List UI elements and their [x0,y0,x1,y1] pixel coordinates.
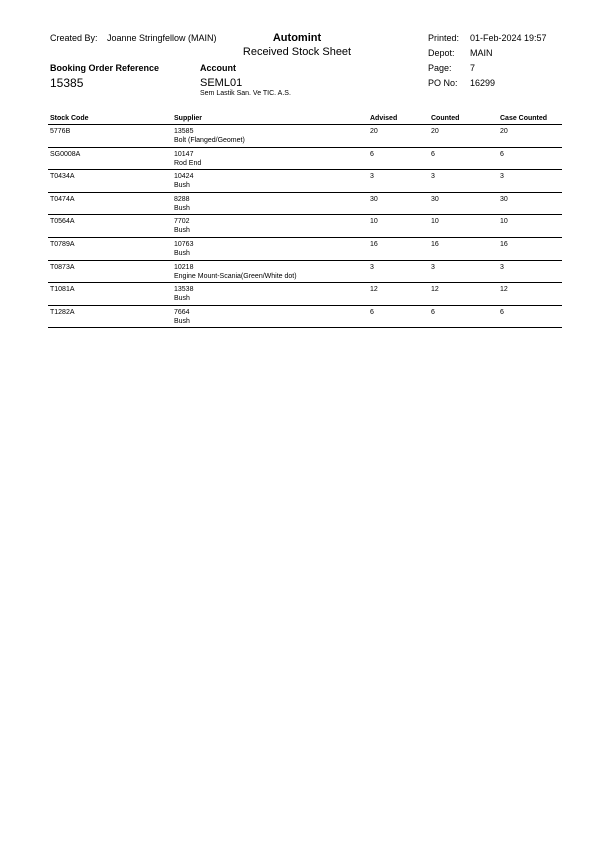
row-rule [48,327,562,328]
cell-stock-code: T0873A [50,263,75,271]
col-header-case-counted: Case Counted [500,115,548,122]
printed-value: 01-Feb-2024 19:57 [470,33,547,43]
cell-stock-code: SG0008A [50,150,81,158]
cell-supplier-code: 10424 [174,173,194,181]
booking-order-label: Booking Order Reference [50,63,160,73]
cell-stock-code: T0789A [50,241,75,248]
created-by-value: Joanne Stringfellow (MAIN) [107,33,217,43]
col-header-counted: Counted [431,115,460,122]
cell-description: Bush [174,204,190,212]
cell-supplier-code: 8288 [174,195,190,203]
table-row [0,240,595,262]
table-header-rule [48,124,562,125]
cell-stock-code: T0474A [50,195,75,203]
cell-description: Engine Mount-Scania(Green/White dot) [174,272,297,280]
po-label: PO No: [428,78,458,88]
po-number: 16299 [470,78,496,88]
account-code: SEML01 [200,77,243,89]
cell-counted: 10 [431,218,439,226]
cell-stock-code: T0434A [50,173,75,181]
cell-advised: 6 [370,308,374,316]
cell-case-counted: 6 [500,308,504,316]
booking-order-value: 15385 [50,76,84,90]
cell-supplier [174,127,245,145]
cell-description: Bush [174,250,190,257]
cell-case-counted: 30 [500,195,508,203]
col-header-stock-code: Stock Code [50,115,89,122]
cell-supplier [174,195,190,213]
cell-supplier-code: 13585 [174,128,194,135]
row-rule [48,214,562,215]
printed-label: Printed: [428,33,460,43]
cell-supplier [174,263,297,281]
table-row [0,285,595,307]
cell-supplier-code: 7702 [174,218,190,226]
cell-supplier [174,217,190,235]
cell-supplier [174,172,193,190]
table-row [0,150,595,172]
cell-advised: 30 [370,195,378,203]
cell-description: Bolt (Flanged/Geomet) [174,137,245,144]
row-rule [48,192,562,193]
cell-supplier [174,285,193,303]
cell-advised: 3 [370,173,374,181]
cell-counted: 3 [431,263,435,271]
table-row [0,217,595,239]
cell-supplier-code: 10218 [174,263,194,271]
table-row [0,263,595,285]
depot-value: MAIN [470,48,493,58]
cell-counted: 3 [431,173,435,181]
cell-counted: 6 [431,308,435,316]
cell-advised: 6 [370,150,374,158]
cell-supplier-code: 7664 [174,308,190,316]
table-row [0,195,595,217]
page-label: Page: [428,63,452,73]
cell-case-counted: 3 [500,263,504,271]
created-by-label: Created By: [50,33,98,43]
account-label: Account [200,63,236,73]
cell-stock-code: T0564A [50,218,75,226]
cell-supplier [174,240,193,258]
cell-description: Bush [174,295,190,303]
row-rule [48,305,562,306]
cell-counted: 30 [431,195,439,203]
cell-counted: 16 [431,241,439,248]
page-number: 7 [470,63,476,73]
cell-description: Bush [174,317,190,325]
table-row [0,127,595,149]
cell-advised: 16 [370,241,378,248]
col-header-supplier: Supplier [174,115,203,122]
cell-description: Rod End [174,159,202,167]
cell-advised: 20 [370,128,378,135]
cell-case-counted: 10 [500,218,508,226]
cell-stock-code: T1081A [50,286,75,294]
cell-counted: 6 [431,150,435,158]
row-rule [48,237,562,238]
sheet-title: Received Stock Sheet [242,46,352,58]
cell-case-counted: 20 [500,128,508,135]
cell-advised: 12 [370,286,378,294]
row-rule [48,282,562,283]
table-row [0,172,595,194]
cell-description: Bush [174,182,190,190]
cell-case-counted: 16 [500,241,508,248]
account-name: Sem Lastik San. Ve TIC. A.S. [200,90,291,97]
row-rule [48,260,562,261]
row-rule [48,169,562,170]
cell-description: Bush [174,227,190,235]
row-rule [48,147,562,148]
cell-stock-code: T1282A [50,308,75,316]
cell-supplier-code: 13538 [174,286,194,294]
cell-supplier-code: 10763 [174,241,194,248]
cell-case-counted: 12 [500,286,508,294]
cell-case-counted: 6 [500,150,504,158]
cell-counted: 20 [431,128,439,135]
cell-counted: 12 [431,286,439,294]
cell-advised: 3 [370,263,374,271]
cell-supplier [174,150,201,168]
cell-stock-code: 5776B [50,128,71,135]
col-header-advised: Advised [370,115,398,122]
cell-supplier-code: 10147 [174,150,194,158]
cell-case-counted: 3 [500,173,504,181]
table-row [0,308,595,330]
cell-supplier [174,308,190,326]
cell-advised: 10 [370,218,378,226]
depot-label: Depot: [428,48,455,58]
company-name: Automint [272,32,322,44]
